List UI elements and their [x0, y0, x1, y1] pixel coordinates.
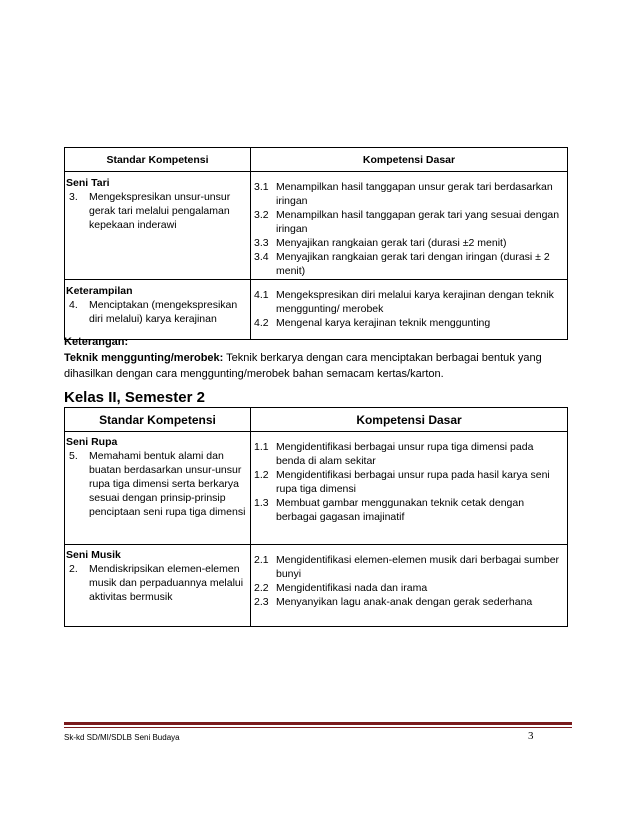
kd-item	[254, 208, 564, 236]
category-label: Seni Rupa	[66, 436, 118, 448]
header-standar-kompetensi: Standar Kompetensi	[65, 148, 251, 172]
table-row	[65, 545, 568, 627]
sk-cell	[65, 545, 251, 627]
kd-item	[254, 595, 564, 609]
kd-item	[254, 468, 564, 496]
kd-number: 4.2	[254, 317, 269, 329]
table-row	[65, 432, 568, 545]
sk-number: 3.	[69, 191, 78, 203]
kd-text: Menyanyikan lagu anak-anak dengan gerak sederhana	[276, 596, 533, 608]
kd-text: Mengidentifikasi berbagai unsur rupa pada hasil karya seni rupa tiga dimensi	[276, 469, 550, 495]
header-standar-kompetensi: Standar Kompetensi	[65, 408, 251, 432]
sk-item	[65, 562, 250, 604]
header-kompetensi-dasar: Kompetensi Dasar	[251, 408, 568, 432]
note-block	[64, 334, 574, 382]
table-header-row	[65, 148, 568, 172]
kd-number: 1.1	[254, 441, 269, 453]
kd-text: Mengekspresikan diri melalui karya kerajinan dengan teknik menggunting/ merobek	[276, 289, 554, 315]
kd-item	[254, 236, 564, 250]
sk-number: 4.	[69, 299, 78, 311]
kd-text: Mengidentifikasi berbagai unsur rupa tiga dimensi pada benda di alam sekitar	[276, 441, 534, 467]
footer-rule-thin	[64, 727, 572, 728]
kd-number: 3.2	[254, 209, 269, 221]
kd-number: 2.2	[254, 582, 269, 594]
kd-text: Mengidentifikasi elemen-elemen musik dari berbagai sumber bunyi	[276, 554, 560, 580]
note-text: Teknik berkarya dengan cara menciptakan berbagai bentuk yang dihasilkan dengan cara menggunting/merobek bahan semacam kertas/karton.	[64, 352, 542, 380]
table-header-row	[65, 408, 568, 432]
sk-text: Menciptakan (mengekspresikan diri melalui) karya kerajinan	[89, 299, 238, 325]
kd-text: Mengenal karya kerajinan teknik menggunting	[276, 317, 491, 329]
category-label: Seni Tari	[66, 177, 110, 189]
kd-cell	[251, 545, 568, 627]
sk-text: Memahami bentuk alami dan buatan berdasarkan unsur-unsur rupa tiga dimensi serta berkarya sesuai dengan prinsip-prinsip penciptaan seni rupa tiga dimensi	[89, 450, 246, 518]
header-kompetensi-dasar: Kompetensi Dasar	[251, 148, 568, 172]
kd-cell	[251, 172, 568, 280]
kd-item	[254, 581, 564, 595]
page-number: 3	[528, 730, 534, 742]
sk-number: 5.	[69, 450, 78, 462]
competency-table-1	[64, 147, 568, 340]
sk-item	[65, 190, 250, 232]
kd-item	[254, 553, 564, 581]
table-row	[65, 280, 568, 340]
kd-number: 3.1	[254, 181, 269, 193]
kd-item	[254, 496, 564, 524]
sk-item	[65, 449, 250, 519]
category-label: Seni Musik	[66, 549, 121, 561]
footer-doc-title: Sk-kd SD/MI/SDLB Seni Budaya	[64, 733, 180, 742]
kd-text: Mengidentifikasi nada dan irama	[276, 582, 428, 594]
kd-item	[254, 180, 564, 208]
kd-item	[254, 440, 564, 468]
note-term: Teknik menggunting/merobek:	[64, 352, 224, 364]
kd-text: Menampilkan hasil tanggapan unsur gerak tari berdasarkan iringan	[276, 181, 553, 207]
sk-cell	[65, 280, 251, 340]
kd-number: 2.3	[254, 596, 269, 608]
kd-number: 3.3	[254, 237, 269, 249]
kd-item	[254, 316, 564, 330]
kd-text: Menyajikan rangkaian gerak tari dengan iringan (durasi ± 2 menit)	[276, 251, 550, 277]
kd-number: 2.1	[254, 554, 269, 566]
sk-text: Mengekspresikan unsur-unsur gerak tari melalui pengalaman kepekaan inderawi	[89, 191, 231, 231]
category-label: Keterampilan	[66, 285, 133, 297]
kd-cell	[251, 432, 568, 545]
kd-number: 1.2	[254, 469, 269, 481]
kd-cell	[251, 280, 568, 340]
sk-cell	[65, 172, 251, 280]
section-title: Kelas II, Semester 2	[64, 389, 205, 406]
sk-text: Mendiskripsikan elemen-elemen musik dan perpaduannya melalui aktivitas bermusik	[89, 563, 244, 603]
kd-item	[254, 250, 564, 278]
competency-table-2	[64, 407, 568, 627]
sk-number: 2.	[69, 563, 78, 575]
sk-item	[65, 298, 250, 326]
kd-text: Menyajikan rangkaian gerak tari (durasi ±2 menit)	[276, 237, 507, 249]
note-title: Keterangan:	[64, 336, 129, 348]
footer-rule	[64, 722, 572, 725]
table-row	[65, 172, 568, 280]
kd-number: 3.4	[254, 251, 269, 263]
kd-text: Membuat gambar menggunakan teknik cetak dengan berbagai gagasan imajinatif	[276, 497, 525, 523]
kd-number: 4.1	[254, 289, 269, 301]
kd-item	[254, 288, 564, 316]
kd-number: 1.3	[254, 497, 269, 509]
sk-cell	[65, 432, 251, 545]
kd-text: Menampilkan hasil tanggapan gerak tari yang sesuai dengan iringan	[276, 209, 560, 235]
